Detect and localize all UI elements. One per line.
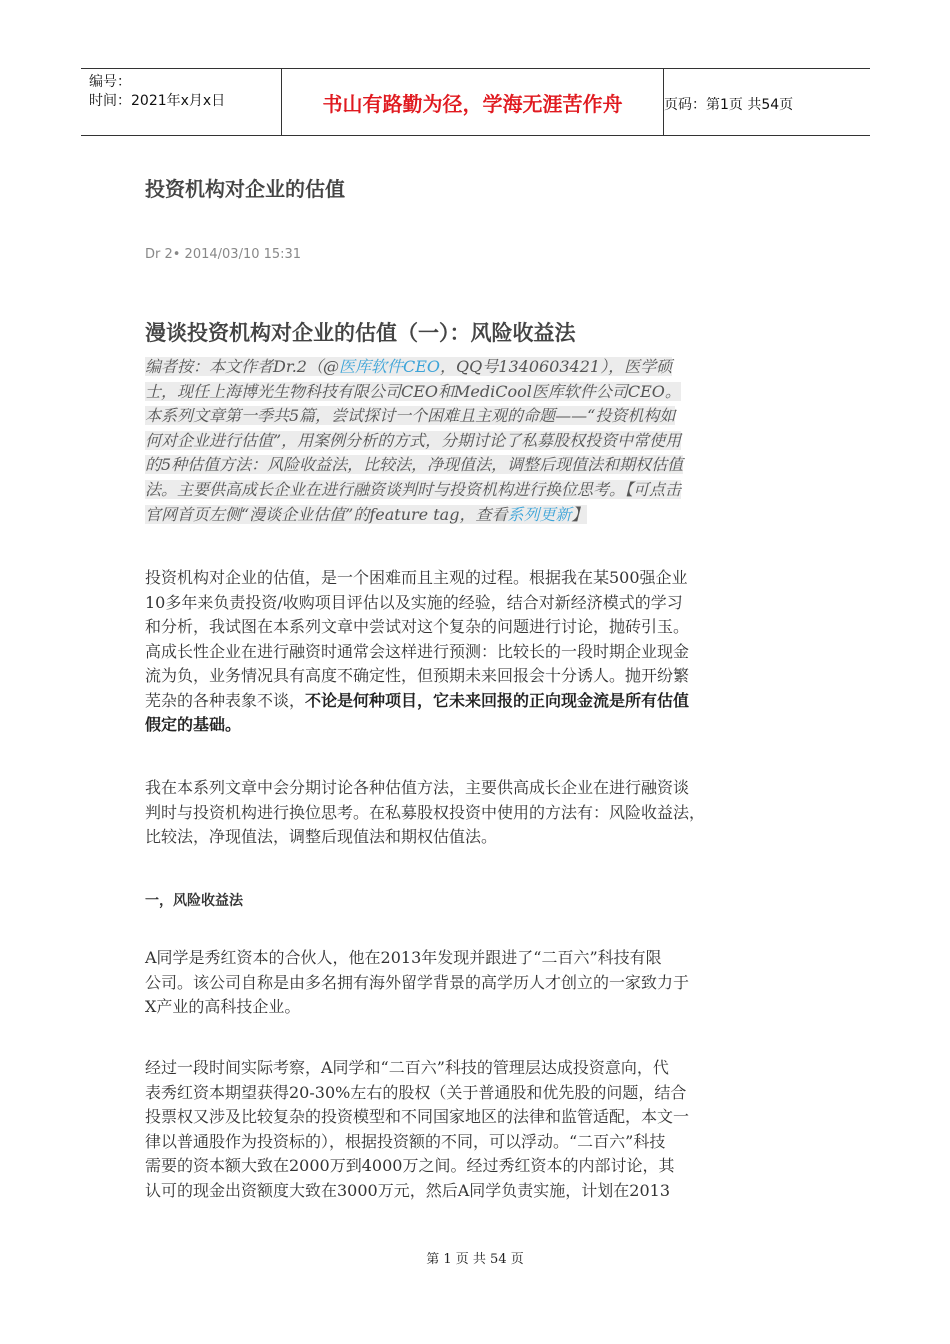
- editor-note-line: 的5种估值方法：风险收益法，比较法，净现值法，调整后现值法和期权估值: [145, 455, 684, 475]
- paragraph-line: 10多年来负责投资/收购项目评估以及实施的经验，结合对新经济模式的学习: [145, 592, 683, 612]
- key-statement: 假定的基础。: [145, 715, 242, 734]
- editor-note-line: 何对企业进行估值”，用案例分析的方式，分期讨论了私募股权投资中常使用: [145, 430, 682, 450]
- page-footer: 第 1 页 共 54 页: [426, 1252, 524, 1267]
- paragraph-line: 判时与投资机构进行换位思考。在私募股权投资中使用的方法有：风险收益法，: [145, 802, 706, 822]
- series-update-link[interactable]: 系列更新: [507, 504, 572, 524]
- paragraph-line: 投票权又涉及比较复杂的投资模型和不同国家地区的法律和监管适配，本文一: [145, 1107, 690, 1126]
- paragraph-line: 高成长性企业在进行融资时通常会这样进行预测：比较长的一段时期企业现金: [145, 641, 690, 661]
- paragraph-line: 认可的现金出资额度大致在3000万元，然后A同学负责实施，计划在2013: [145, 1180, 670, 1200]
- paragraph-line: [145, 713, 817, 738]
- editor-note-text: ，QQ号1340603421），医学硕: [440, 357, 673, 376]
- number-label: 编号：: [89, 74, 131, 90]
- paragraph-line: A同学是秀红资本的合伙人，他在2013年发现并跟进了“二百六”科技有限: [145, 948, 662, 967]
- article-meta: Dr 2• 2014/03/10 15:31: [145, 247, 302, 262]
- paragraph-line: 表秀红资本期望获得20-30%左右的股权（关于普通股和优先股的问题，结合: [145, 1082, 687, 1102]
- paragraph-case-detail: [145, 1056, 817, 1203]
- section-heading: 一，风险收益法: [145, 893, 243, 909]
- paragraph-line: X产业的高科技企业。: [145, 997, 301, 1016]
- article-subtitle: 漫谈投资机构对企业的估值（一）：风险收益法: [145, 321, 576, 345]
- editor-note-line: 本系列文章第一季共5篇，尝试探讨一个困难且主观的命题——“投资机构如: [145, 406, 676, 426]
- paragraph-line: 芜杂的各种表象不谈，不论是何种项目，它未来回报的正向现金流是所有估值: [145, 690, 690, 710]
- editor-note-text: 官网首页左侧“漫谈企业估值”的feature tag，查看: [145, 504, 508, 524]
- paragraph-line: 公司。该公司自称是由多名拥有海外留学背景的高学历人才创立的一家致力于: [145, 972, 690, 992]
- editor-note-line: [145, 503, 817, 528]
- header-page-info: 页码：第1页 共54页: [664, 97, 794, 113]
- paragraph-line: 比较法，净现值法，调整后现值法和期权估值法。: [145, 827, 498, 846]
- editor-note-line: 法。主要供高成长企业在进行融资谈判时与投资机构进行换位思考。【可点击: [145, 479, 682, 499]
- page-header: [81, 68, 870, 136]
- time-label: 时间：2021年x月x日: [89, 93, 226, 109]
- editor-note: [145, 355, 817, 527]
- header-left-cell: [89, 73, 225, 111]
- paragraph-methods: [145, 776, 817, 850]
- editor-note-text: 】: [571, 504, 588, 524]
- editor-note-text: 编者按：本文作者Dr.2（@: [145, 357, 339, 376]
- paragraph-line: 我在本系列文章中会分期讨论各种估值方法，主要供高成长企业在进行融资谈: [145, 778, 690, 797]
- editor-note-line: 士，现任上海博光生物科技有限公司CEO和MediCool医库软件公司CEO。: [145, 381, 681, 401]
- paragraph-line: 经过一段时间实际考察，A同学和“二百六”科技的管理层达成投资意向，代: [145, 1058, 669, 1077]
- author-link[interactable]: 医库软件CEO: [339, 357, 441, 376]
- paragraph-line: 和分析，我试图在本系列文章中尝试对这个复杂的问题进行讨论，抛砖引玉。: [145, 617, 690, 636]
- paragraph-line: 投资机构对企业的估值，是一个困难而且主观的过程。根据我在某500强企业: [145, 568, 688, 587]
- page-title: 投资机构对企业的估值: [145, 177, 345, 201]
- paragraph-line: 需要的资本额大致在2000万到4000万之间。经过秀红资本的内部讨论，其: [145, 1156, 675, 1175]
- paragraph-line: 流为负，业务情况具有高度不确定性，但预期未来回报会十分诱人。抛开纷繁: [145, 666, 690, 685]
- header-motto: 书山有路勤为径，学海无涯苦作舟: [322, 91, 623, 116]
- editor-note-line: [145, 355, 817, 380]
- key-statement: 不论是何种项目，它未来回报的正向现金流是所有估值: [305, 690, 690, 710]
- paragraph-case-intro: [145, 946, 817, 1020]
- paragraph-line: 律以普通股作为投资标的），根据投资额的不同，可以浮动。“二百六”科技: [145, 1131, 666, 1151]
- paragraph-intro: [145, 566, 817, 738]
